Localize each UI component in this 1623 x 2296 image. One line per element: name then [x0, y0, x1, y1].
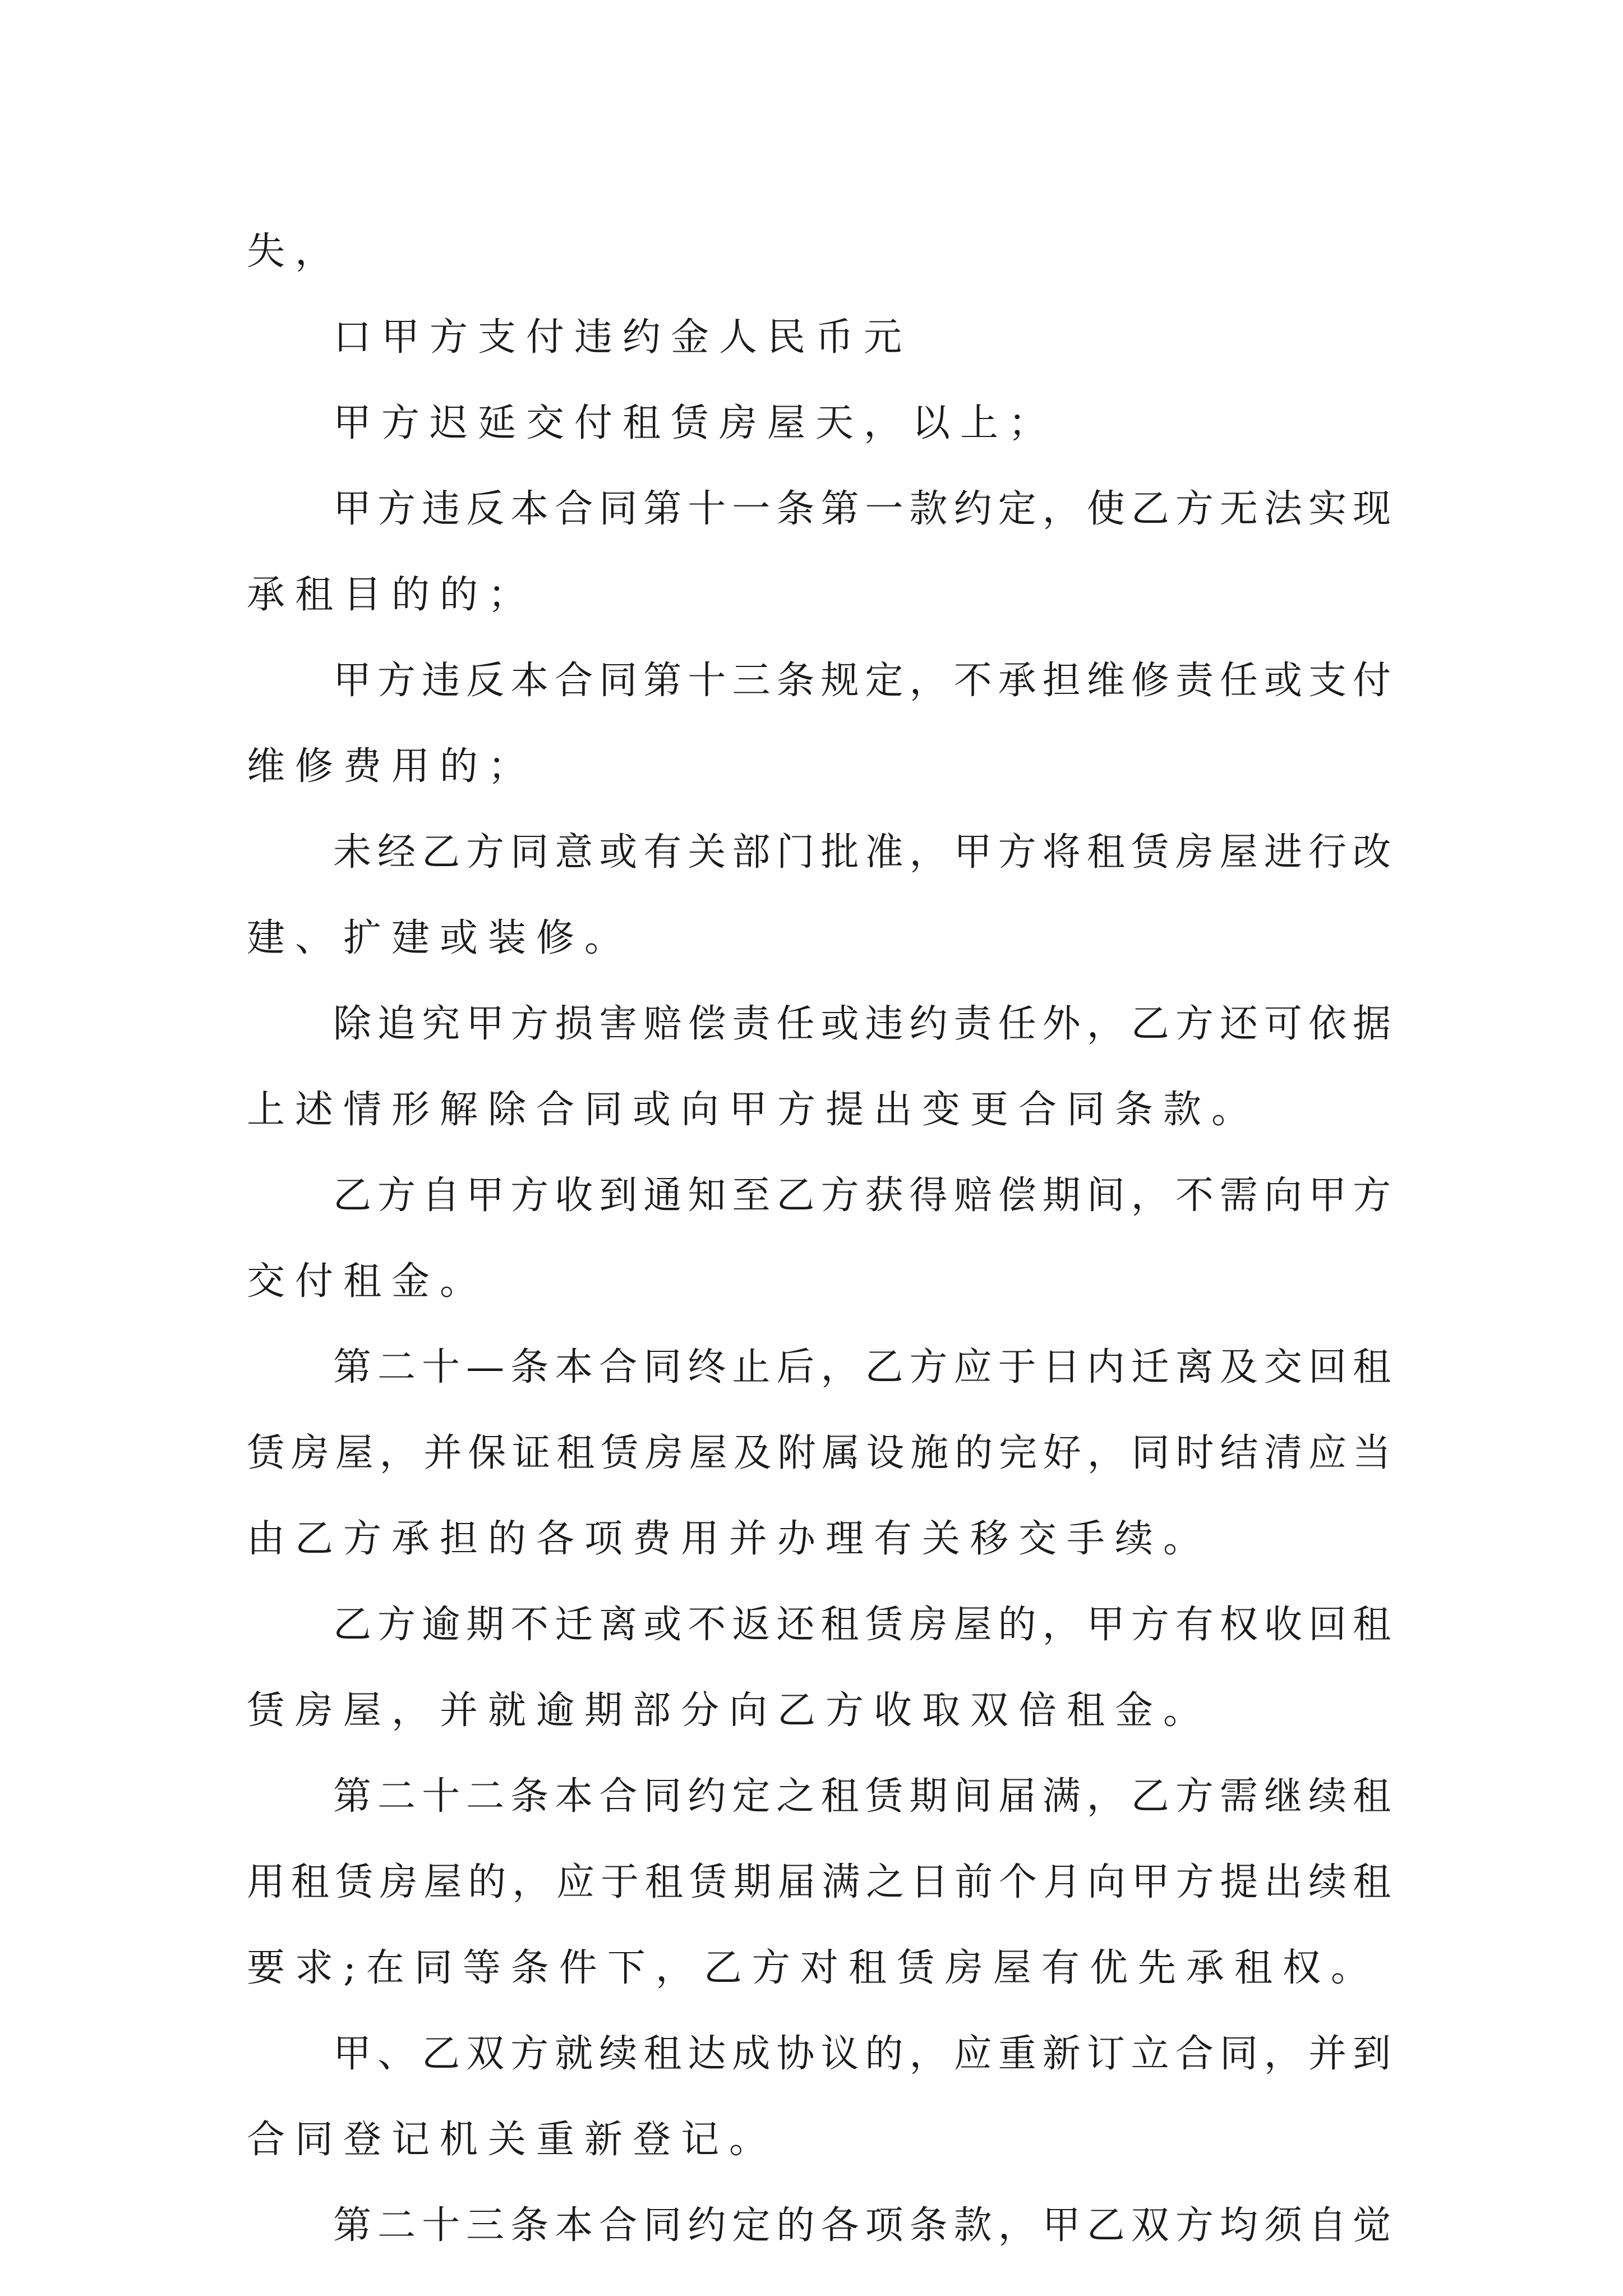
text-line: 用租赁房屋的，应于租赁期届满之日前个月向甲方提出续租: [247, 1860, 1391, 1904]
text-line: 第二十三条本合同约定的各项条款，甲乙双方均须自觉: [333, 2203, 1391, 2248]
text-line: 乙方自甲方收到通知至乙方获得赔偿期间，不需向甲方: [333, 1174, 1391, 1218]
text-line: 交付租金。: [247, 1259, 488, 1304]
text-line: 第二十—条本合同终止后，乙方应于日内迁离及交回租: [333, 1345, 1391, 1389]
text-line: 要求;在同等条件下，乙方对租赁房屋有优先承租权。: [247, 1946, 1379, 1990]
text-line: 除追究甲方损害赔偿责任或违约责任外，乙方还可依据: [333, 1002, 1391, 1046]
text-line: 甲、乙双方就续租达成协议的，应重新订立合同，并到: [333, 2032, 1391, 2076]
text-line: 赁房屋，并保证租赁房屋及附属设施的完好，同时结清应当: [247, 1431, 1391, 1475]
text-line: 承租目的的；: [247, 573, 537, 617]
text-line: 甲方迟延交付租赁房屋天，以上；: [333, 401, 1057, 445]
text-line: 上述情形解除合同或向甲方提出变更合同条款。: [247, 1088, 1260, 1132]
text-line: 乙方逾期不迁离或不返还租赁房屋的，甲方有权收回租: [333, 1603, 1391, 1647]
text-line: 甲方违反本合同第十一条第一款约定，使乙方无法实现: [333, 487, 1391, 531]
document-body: [247, 209, 1391, 2269]
text-line: 建、扩建或装修。: [247, 916, 633, 960]
text-line: 失，: [247, 229, 344, 274]
text-line: 维修费用的；: [247, 744, 537, 789]
text-line: 甲方违反本合同第十三条规定，不承担维修责任或支付: [333, 659, 1391, 703]
text-line: 由乙方承担的各项费用并办理有关移交手续。: [247, 1517, 1212, 1561]
text-line: 口甲方支付违约金人民币元: [333, 315, 912, 360]
text-line: 合同登记机关重新登记。: [247, 2118, 778, 2162]
text-line: 赁房屋，并就逾期部分向乙方收取双倍租金。: [247, 1688, 1212, 1733]
text-line: 未经乙方同意或有关部门批准，甲方将租赁房屋进行改: [333, 830, 1391, 875]
text-line: 第二十二条本合同约定之租赁期间届满，乙方需继续租: [333, 1774, 1391, 1819]
